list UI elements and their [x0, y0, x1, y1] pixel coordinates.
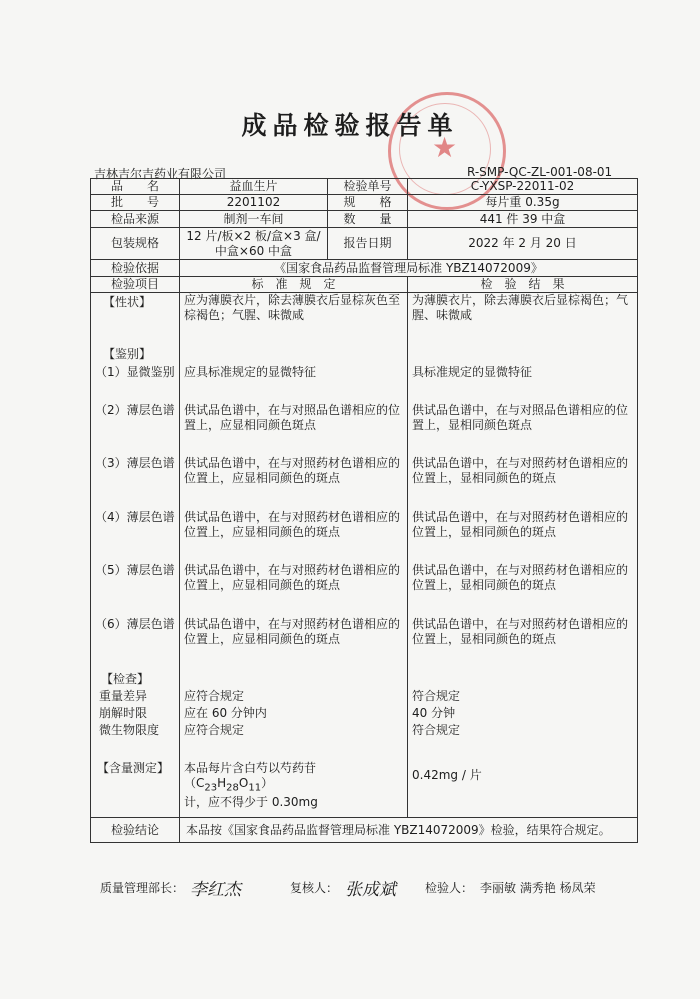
std-jb5: 供试品色谱中，在与对照药材色谱相应的位置上，应显相同颜色的斑点 [184, 563, 401, 592]
standard-column-header: 标 准 规 定 [180, 277, 408, 293]
source-label: 检品来源 [91, 211, 180, 228]
reviewer-label: 复核人： [290, 881, 339, 895]
item-jc1: 重量差异 [99, 689, 148, 703]
std-jb1: 应具标准规定的显微特征 [184, 365, 317, 379]
res-jb5: 供试品色谱中，在与对照药材色谱相应的位置上，显相同颜色的斑点 [412, 563, 629, 592]
page-title: 成品检验报告单 [241, 111, 459, 140]
std-jc2: 应在 60 分钟内 [184, 706, 267, 720]
item-jc3: 微生物限度 [99, 723, 160, 737]
item-column-header: 检验项目 [91, 277, 180, 293]
testno-label: 检验单号 [328, 179, 408, 195]
section-identification: 【鉴别】 [103, 347, 152, 361]
testno-value: C-YXSP-22011-02 [408, 179, 638, 195]
report-table [90, 178, 638, 843]
section-inspection: 【检查】 [101, 672, 150, 686]
item-jb3: （3）薄层色谱 [95, 456, 175, 470]
source-value: 制剂一车间 [180, 211, 328, 228]
res-jc3: 符合规定 [412, 723, 461, 737]
res-jb3: 供试品色谱中，在与对照药材色谱相应的位置上，显相同颜色的斑点 [412, 456, 629, 485]
res-jc1: 符合规定 [412, 689, 461, 703]
std-appearance: 应为薄膜衣片，除去薄膜衣后显棕灰色至棕褐色；气腥、味微咸 [184, 293, 401, 322]
std-jb3: 供试品色谱中，在与对照药材色谱相应的位置上，应显相同颜色的斑点 [184, 456, 401, 485]
res-jb6: 供试品色谱中，在与对照药材色谱相应的位置上，显相同颜色的斑点 [412, 617, 629, 646]
res-jb1: 具标准规定的显微特征 [412, 365, 533, 379]
batch-value: 2201102 [180, 195, 328, 211]
res-appearance: 为薄膜衣片，除去薄膜衣后显棕褐色；气腥、味微咸 [412, 293, 629, 322]
result-column-header: 检 验 结 果 [408, 277, 638, 293]
company-name: 吉林吉尔吉药业有限公司 [94, 167, 227, 181]
std-jc3: 应符合规定 [184, 723, 245, 737]
item-jb4: （4）薄层色谱 [95, 510, 175, 524]
item-jb6: （6）薄层色谱 [95, 617, 175, 631]
product-label: 品 名 [91, 179, 180, 195]
item-jb1: （1）显微鉴别 [95, 365, 175, 379]
conclusion-value: 本品按《国家食品药品监督管理局标准 YBZ14072009》检验，结果符合规定。 [180, 818, 638, 843]
batch-label: 批 号 [91, 195, 180, 211]
spec-value: 每片重 0.35g [408, 195, 638, 211]
inspector-label: 检验人： [425, 881, 474, 895]
item-jb5: （5）薄层色谱 [95, 563, 175, 577]
qty-value: 441 件 39 中盒 [408, 211, 638, 228]
res-jb2: 供试品色谱中，在与对照品色谱相应的位置上，显相同颜色斑点 [412, 403, 629, 432]
date-value: 2022 年 2 月 20 日 [408, 228, 638, 260]
qty-label: 数 量 [328, 211, 408, 228]
star-icon: ★ [432, 131, 458, 164]
items-column [91, 293, 180, 818]
std-jb6: 供试品色谱中，在与对照药材色谱相应的位置上，应显相同颜色的斑点 [184, 617, 401, 646]
results-column [408, 293, 638, 818]
date-label: 报告日期 [328, 228, 408, 260]
std-jb4: 供试品色谱中，在与对照药材色谱相应的位置上，应显相同颜色的斑点 [184, 510, 401, 539]
res-assay: 0.42mg / 片 [412, 768, 482, 782]
pack-label: 包装规格 [91, 228, 180, 260]
basis-value: 《国家食品药品监督管理局标准 YBZ14072009》 [180, 260, 638, 277]
standards-column [180, 293, 408, 818]
inspector-names: 李丽敏 满秀艳 杨凤荣 [480, 881, 596, 895]
spec-label: 规 格 [328, 195, 408, 211]
pack-value: 12 片/板×2 板/盒×3 盒/中盒×60 中盒 [180, 228, 328, 260]
product-value: 益血生片 [180, 179, 328, 195]
item-jb2: （2）薄层色谱 [95, 403, 175, 417]
res-jb4: 供试品色谱中，在与对照药材色谱相应的位置上，显相同颜色的斑点 [412, 510, 629, 539]
section-assay: 【含量测定】 [97, 761, 170, 775]
qa-manager-signature: 李红杰 [190, 880, 241, 900]
section-appearance: 【性状】 [103, 295, 152, 309]
std-assay: 本品每片含白芍以芍药苷$(C_{23}H_{28}O_{11})$ 计，应不得少于 0.30mg [184, 761, 318, 810]
conclusion-label: 检验结论 [91, 818, 180, 843]
std-jc1: 应符合规定 [184, 689, 245, 703]
reviewer-signature: 张成斌 [345, 880, 396, 900]
document-number: R-SMP-QC-ZL-001-08-01 [467, 165, 613, 179]
qa-manager-label: 质量管理部长： [100, 881, 185, 895]
basis-label: 检验依据 [91, 260, 180, 277]
item-jc2: 崩解时限 [99, 706, 148, 720]
res-jc2: 40 分钟 [412, 706, 456, 720]
std-jb2: 供试品色谱中，在与对照品色谱相应的位置上，应显相同颜色斑点 [184, 403, 401, 432]
